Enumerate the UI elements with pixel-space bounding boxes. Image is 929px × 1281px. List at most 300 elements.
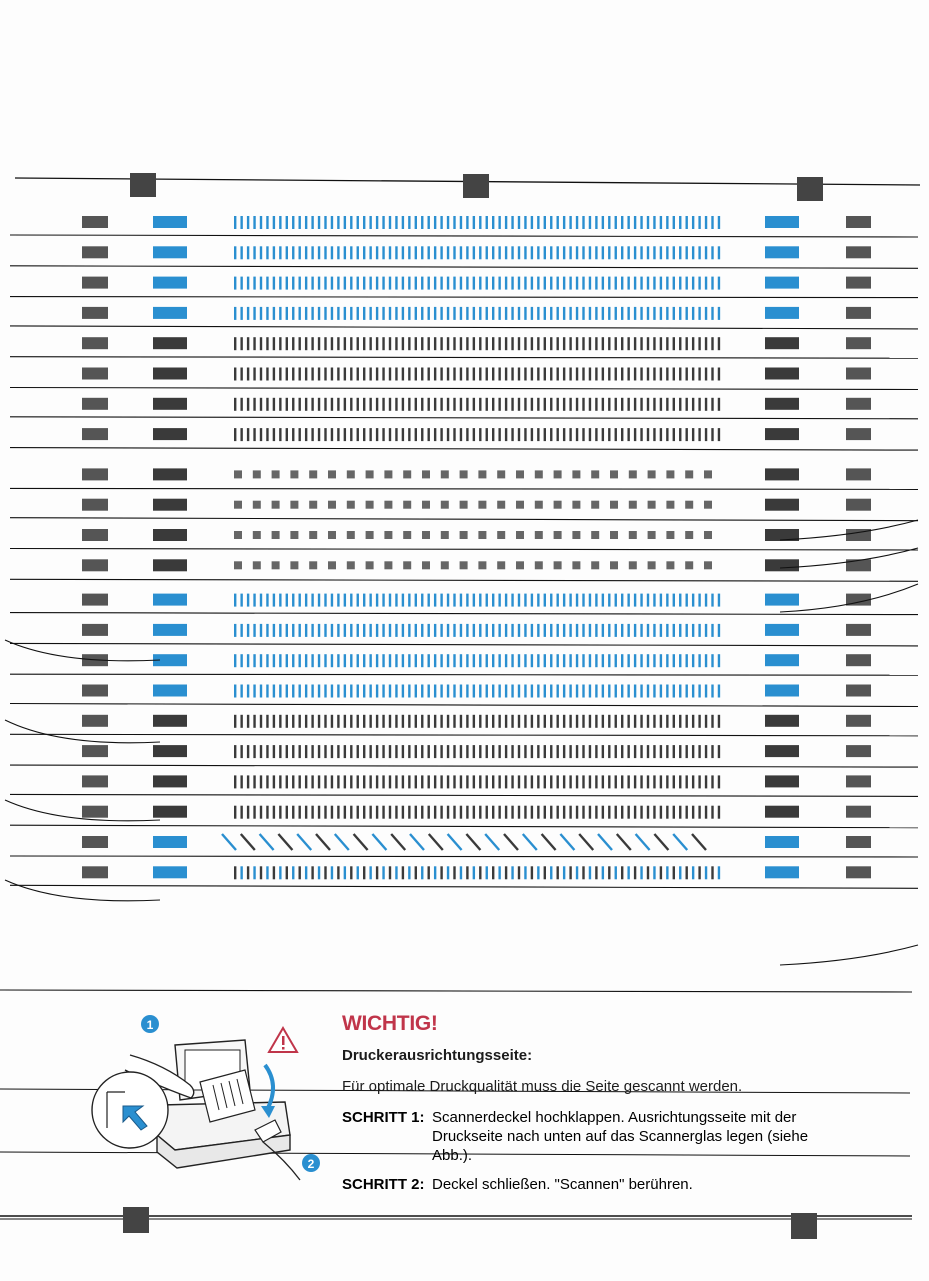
row-5-bar: [402, 337, 404, 350]
row-16-bar: [692, 685, 694, 698]
row-10-block: [610, 501, 618, 509]
row-4-bar: [402, 307, 404, 320]
row-4-bar: [305, 307, 307, 320]
row-19-bar: [524, 775, 526, 788]
row-2-bar: [557, 246, 559, 259]
row-6-bar: [698, 368, 700, 381]
row-17-bar: [266, 715, 268, 728]
row-7-bar: [698, 398, 700, 411]
row-15-bar: [395, 654, 397, 667]
row-2-bar: [331, 246, 333, 259]
row-3-bar: [292, 277, 294, 290]
row-13-bar: [615, 594, 617, 607]
row-4-bar: [273, 307, 275, 320]
row-6-bar: [550, 368, 552, 381]
row-5-bar: [324, 337, 326, 350]
row-4-bar: [711, 307, 713, 320]
row-9-block: [384, 470, 392, 478]
row-20-left-block: [82, 806, 108, 818]
row-19-bar: [698, 775, 700, 788]
row-4-bar: [240, 307, 242, 320]
row-15-bar: [505, 654, 507, 667]
row-3-bar: [686, 277, 688, 290]
row-6-bar: [589, 368, 591, 381]
row-17-bar: [679, 715, 681, 728]
row-3-bar: [311, 277, 313, 290]
row-17-left-block: [82, 715, 108, 727]
row-18-bar: [679, 745, 681, 758]
row-1-bar: [473, 216, 475, 229]
row-20-bar: [369, 806, 371, 819]
row-17-bar: [447, 715, 449, 728]
row-7-bar: [557, 398, 559, 411]
row-15-bar: [627, 654, 629, 667]
row-3-bar: [634, 277, 636, 290]
row-17-bar: [660, 715, 662, 728]
row-20-bar: [395, 806, 397, 819]
row-16-bar: [718, 685, 720, 698]
row-6-bar: [266, 368, 268, 381]
row-15-bar: [369, 654, 371, 667]
row-3-bar: [299, 277, 301, 290]
row-7-bar: [292, 398, 294, 411]
row-6-bar: [576, 368, 578, 381]
row-4-separator-line: [10, 326, 918, 329]
row-17-bar: [273, 715, 275, 728]
row-17-bar: [247, 715, 249, 728]
row-7-bar: [537, 398, 539, 411]
row-19-bar: [382, 775, 384, 788]
row-15-bar: [273, 654, 275, 667]
row-6-bar: [402, 368, 404, 381]
row-19-bar: [673, 775, 675, 788]
row-18-bar: [299, 745, 301, 758]
row-16-bar: [518, 685, 520, 698]
row-6-bar: [666, 368, 668, 381]
row-8-bar: [576, 428, 578, 441]
row-15-bar: [673, 654, 675, 667]
row-19-bar: [279, 775, 281, 788]
row-22-bar: [389, 866, 391, 879]
row-22-bar: [305, 866, 307, 879]
row-16-bar: [318, 685, 320, 698]
row-22-bar: [634, 866, 636, 879]
row-21-diagonal: [335, 834, 349, 850]
row-6-bar: [473, 368, 475, 381]
row-1-bar: [253, 216, 255, 229]
row-17-bar: [718, 715, 720, 728]
row-5-bar: [634, 337, 636, 350]
row-8-bar: [608, 428, 610, 441]
row-15-bar: [402, 654, 404, 667]
row-5-bar: [311, 337, 313, 350]
row-15-bar: [460, 654, 462, 667]
row-18-bar: [331, 745, 333, 758]
row-8-bar: [382, 428, 384, 441]
row-22-bar: [363, 866, 365, 879]
row-20-bar: [692, 806, 694, 819]
row-19-bar: [395, 775, 397, 788]
row-14-bar: [357, 624, 359, 637]
row-5-bar: [615, 337, 617, 350]
row-14-bar: [286, 624, 288, 637]
row-6-bar: [428, 368, 430, 381]
row-4-bar: [415, 307, 417, 320]
row-4-bar: [369, 307, 371, 320]
row-11-block: [572, 531, 580, 539]
row-18-bar: [453, 745, 455, 758]
row-4-bar: [718, 307, 720, 320]
row-14-bar: [473, 624, 475, 637]
row-2-bar: [711, 246, 713, 259]
row-20-bar: [569, 806, 571, 819]
row-7-bar: [531, 398, 533, 411]
row-15-bar: [602, 654, 604, 667]
row-21-diagonal: [260, 834, 274, 850]
row-5-bar: [492, 337, 494, 350]
row-5-bar: [698, 337, 700, 350]
row-7-bar: [260, 398, 262, 411]
row-10-block: [422, 501, 430, 509]
row-7-bar: [402, 398, 404, 411]
row-12-block: [403, 561, 411, 569]
row-22-bar: [647, 866, 649, 879]
row-1-bar: [466, 216, 468, 229]
row-8-separator-line: [10, 448, 918, 451]
row-2-bar: [698, 246, 700, 259]
row-16-bar: [473, 685, 475, 698]
row-19-bar: [621, 775, 623, 788]
row-21-diagonal: [560, 834, 574, 850]
row-18-bar: [537, 745, 539, 758]
row-14-bar: [615, 624, 617, 637]
row-7-left-block: [82, 398, 108, 410]
row-22-bar: [511, 866, 513, 879]
row-18-bar: [350, 745, 352, 758]
row-5-right-block: [846, 337, 871, 349]
row-14-separator-line: [10, 643, 918, 646]
row-5-bar: [627, 337, 629, 350]
row-22-bar: [557, 866, 559, 879]
row-14-bar: [595, 624, 597, 637]
row-7-bar: [440, 398, 442, 411]
row-13-bar: [460, 594, 462, 607]
row-16-bar: [286, 685, 288, 698]
row-2-bar: [692, 246, 694, 259]
row-13-bar: [415, 594, 417, 607]
row-8-bar: [718, 428, 720, 441]
row-20-bar: [518, 806, 520, 819]
row-17-bar: [544, 715, 546, 728]
row-2-bar: [531, 246, 533, 259]
row-6-bar: [634, 368, 636, 381]
row-6-bar: [627, 368, 629, 381]
row-22-bar: [576, 866, 578, 879]
row-1-bar: [337, 216, 339, 229]
row-15-bar: [582, 654, 584, 667]
row-18-separator-line: [10, 765, 918, 767]
row-2-bar: [428, 246, 430, 259]
row-6-bar: [595, 368, 597, 381]
row-13-bar: [453, 594, 455, 607]
row-18-bar: [582, 745, 584, 758]
row-17-separator-line: [10, 734, 918, 736]
row-1-bar: [357, 216, 359, 229]
row-14-bar: [640, 624, 642, 637]
row-5-bar: [473, 337, 475, 350]
row-8-bar: [602, 428, 604, 441]
row-20-bar: [492, 806, 494, 819]
row-1-bar: [582, 216, 584, 229]
row-1-bar: [311, 216, 313, 229]
row-15-bar: [279, 654, 281, 667]
row-11-block: [629, 531, 637, 539]
row-13-bar: [402, 594, 404, 607]
row-1-bar: [247, 216, 249, 229]
row-12-left-block: [82, 559, 108, 571]
row-6-bar: [350, 368, 352, 381]
row-22-bar: [260, 866, 262, 879]
row-19-bar: [647, 775, 649, 788]
row-7-bar: [615, 398, 617, 411]
divider-line: [0, 990, 912, 992]
row-22-bar: [292, 866, 294, 879]
row-16-bar: [615, 685, 617, 698]
row-18-bar: [253, 745, 255, 758]
row-3-bar: [537, 277, 539, 290]
row-14-bar: [415, 624, 417, 637]
row-13-bar: [266, 594, 268, 607]
row-16-bar: [357, 685, 359, 698]
row-16-bar: [421, 685, 423, 698]
row-2-bar: [666, 246, 668, 259]
row-4-bar: [286, 307, 288, 320]
row-20-bar: [576, 806, 578, 819]
row-20-bar: [615, 806, 617, 819]
row-17-bar: [240, 715, 242, 728]
row-17-bar: [305, 715, 307, 728]
row-18-bar: [692, 745, 694, 758]
row-18-bar: [369, 745, 371, 758]
row-22-bar: [428, 866, 430, 879]
row-2-bar: [498, 246, 500, 259]
step-two: [342, 1175, 822, 1195]
row-17-bar: [389, 715, 391, 728]
row-2-bar: [292, 246, 294, 259]
row-20-bar: [582, 806, 584, 819]
row-22-bar: [299, 866, 301, 879]
row-7-bar: [563, 398, 565, 411]
row-20-bar: [376, 806, 378, 819]
row-20-bar: [247, 806, 249, 819]
row-8-bar: [466, 428, 468, 441]
row-4-bar: [563, 307, 565, 320]
row-6-bar: [718, 368, 720, 381]
row-3-bar: [602, 277, 604, 290]
row-3-right-color-block: [765, 277, 799, 289]
row-16-bar: [240, 685, 242, 698]
row-17-bar: [466, 715, 468, 728]
row-16-bar: [440, 685, 442, 698]
row-21-diagonal: [354, 834, 368, 850]
row-5-bar: [466, 337, 468, 350]
row-4-bar: [569, 307, 571, 320]
row-14-bar: [337, 624, 339, 637]
row-19-bar: [402, 775, 404, 788]
row-14-bar: [563, 624, 565, 637]
row-17-bar: [260, 715, 262, 728]
row-20-bar: [402, 806, 404, 819]
row-6-bar: [382, 368, 384, 381]
row-5-bar: [602, 337, 604, 350]
row-22-bar: [615, 866, 617, 879]
row-22-bar: [357, 866, 359, 879]
row-3-bar: [234, 277, 236, 290]
row-6-bar: [311, 368, 313, 381]
row-17-bar: [498, 715, 500, 728]
row-14-bar: [518, 624, 520, 637]
row-1-bar: [679, 216, 681, 229]
row-7-bar: [266, 398, 268, 411]
row-15-bar: [286, 654, 288, 667]
row-14-bar: [544, 624, 546, 637]
row-17-bar: [615, 715, 617, 728]
row-13-bar: [647, 594, 649, 607]
row-5-left-block: [82, 337, 108, 349]
row-15-bar: [531, 654, 533, 667]
row-20-bar: [718, 806, 720, 819]
row-13-bar: [466, 594, 468, 607]
row-17-bar: [318, 715, 320, 728]
row-20-bar: [660, 806, 662, 819]
row-15-bar: [357, 654, 359, 667]
row-19-bar: [640, 775, 642, 788]
row-14-bar: [466, 624, 468, 637]
important-heading: WICHTIG!: [342, 1012, 438, 1035]
step-two-label: SCHRITT 2:: [342, 1176, 425, 1193]
row-11-block: [422, 531, 430, 539]
row-6-bar: [711, 368, 713, 381]
row-14-bar: [653, 624, 655, 637]
row-18-bar: [673, 745, 675, 758]
row-13-bar: [473, 594, 475, 607]
row-14-bar: [273, 624, 275, 637]
row-20-bar: [531, 806, 533, 819]
row-18-bar: [569, 745, 571, 758]
row-20-bar: [640, 806, 642, 819]
row-11-block: [685, 531, 693, 539]
row-3-bar: [440, 277, 442, 290]
row-20-left-color-block: [153, 806, 187, 818]
row-7-bar: [279, 398, 281, 411]
row-18-bar: [608, 745, 610, 758]
row-8-bar: [421, 428, 423, 441]
row-13-bar: [718, 594, 720, 607]
row-10-block: [666, 501, 674, 509]
row-21-diagonal: [297, 834, 311, 850]
row-6-bar: [247, 368, 249, 381]
row-19-bar: [602, 775, 604, 788]
row-1-left-block: [82, 216, 108, 228]
row-6-bar: [582, 368, 584, 381]
row-8-bar: [350, 428, 352, 441]
row-18-bar: [698, 745, 700, 758]
row-16-bar: [350, 685, 352, 698]
row-10-block: [591, 501, 599, 509]
row-7-bar: [234, 398, 236, 411]
row-17-bar: [311, 715, 313, 728]
row-9-separator-line: [10, 488, 918, 489]
row-8-bar: [363, 428, 365, 441]
row-5-bar: [344, 337, 346, 350]
row-15-bar: [679, 654, 681, 667]
row-8-bar: [376, 428, 378, 441]
row-18-bar: [240, 745, 242, 758]
row-8-bar: [311, 428, 313, 441]
row-6-bar: [479, 368, 481, 381]
row-6-bar: [460, 368, 462, 381]
row-18-bar: [421, 745, 423, 758]
row-5-bar: [286, 337, 288, 350]
row-5-separator-line: [10, 357, 918, 359]
row-17-bar: [505, 715, 507, 728]
row-5-left-color-block: [153, 337, 187, 349]
row-16-bar: [698, 685, 700, 698]
row-17-bar: [363, 715, 365, 728]
row-18-bar: [279, 745, 281, 758]
row-9-block: [290, 470, 298, 478]
step-one-badge-label: 1: [146, 1018, 154, 1032]
row-9-block: [309, 470, 317, 478]
row-15-bar: [453, 654, 455, 667]
row-6-bar: [369, 368, 371, 381]
row-6-bar: [344, 368, 346, 381]
row-7-bar: [357, 398, 359, 411]
row-6-right-block: [846, 368, 871, 380]
row-13-bar: [279, 594, 281, 607]
row-22-bar: [286, 866, 288, 879]
row-14-bar: [582, 624, 584, 637]
row-16-bar: [428, 685, 430, 698]
row-8-bar: [447, 428, 449, 441]
row-20-bar: [498, 806, 500, 819]
row-20-bar: [524, 806, 526, 819]
row-2-bar: [621, 246, 623, 259]
row-7-left-color-block: [153, 398, 187, 410]
row-12-block: [610, 561, 618, 569]
row-1-bar: [563, 216, 565, 229]
row-16-bar: [505, 685, 507, 698]
row-19-bar: [589, 775, 591, 788]
row-4-bar: [253, 307, 255, 320]
row-3-bar: [505, 277, 507, 290]
row-18-bar: [318, 745, 320, 758]
row-13-bar: [253, 594, 255, 607]
row-13-bar: [247, 594, 249, 607]
row-2-bar: [595, 246, 597, 259]
row-18-bar: [324, 745, 326, 758]
row-6-bar: [318, 368, 320, 381]
row-7-bar: [718, 398, 720, 411]
row-18-bar: [621, 745, 623, 758]
row-3-bar: [524, 277, 526, 290]
row-3-bar: [240, 277, 242, 290]
row-18-bar: [544, 745, 546, 758]
row-2-bar: [434, 246, 436, 259]
row-16-bar: [266, 685, 268, 698]
row-3-bar: [395, 277, 397, 290]
row-4-bar: [492, 307, 494, 320]
